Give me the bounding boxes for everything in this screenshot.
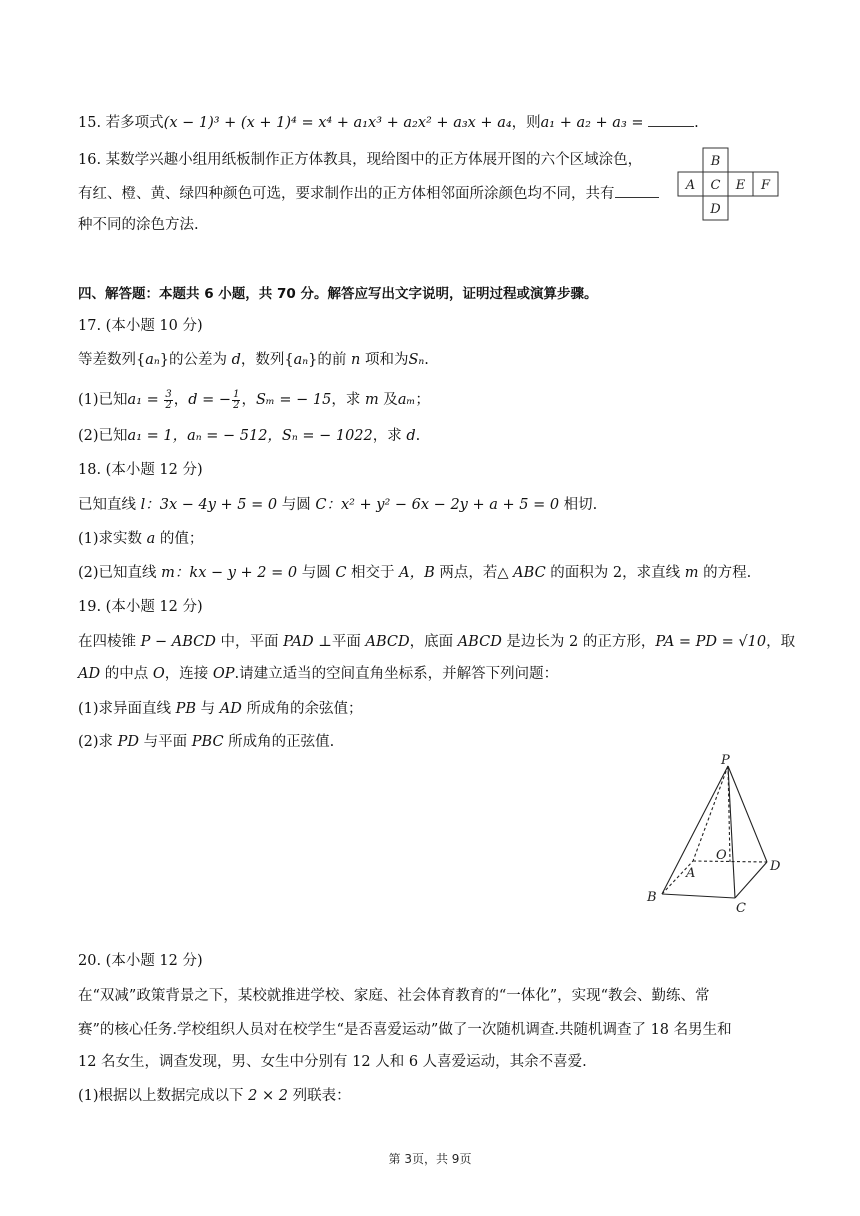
q19-l2-b: ，连接 [164,666,213,682]
q19-line-1 [78,632,795,652]
q17-stem-an: aₙ [145,352,160,368]
label-C: C [736,901,746,912]
q18-stem-l: l：3x − 4y + 5 = 0 [140,497,278,513]
q17-p1-Sm: Sₘ = − 15 [255,392,332,408]
q19-l1-d: ，底面 [409,634,458,650]
q16-line-1: 16. 某数学兴趣小组用纸板制作正方体教具，现给图中的正方体展开图的六个区域涂色， [78,152,643,168]
q17-p1-frac2-den: 2 [233,399,240,411]
q19-l1-c: ⊥平面 [313,634,366,650]
q17-stem [78,350,429,370]
q17-stem-an-2: aₙ [293,352,309,368]
q19-part-1 [78,699,363,719]
q20-p1-b: 列联表： [287,1088,351,1104]
q17-p1-d: d = − [188,392,232,408]
pyramid-figure [640,752,790,912]
q17-p1-frac1-num: 3 [165,388,172,400]
q20-title: 20. (本小题 12 分) [78,953,203,969]
q17-p1-f: 及 [378,392,398,408]
q17-stem-c: ，数列{ [240,352,294,368]
q20-line-3: 12 名女生，调查发现，男、女生中分别有 12 人和 6 人喜爱运动，其余不喜爱. [78,1054,587,1070]
q19-l1-ABCD: ABCD [365,634,410,650]
q17-stem-n: n [351,352,361,368]
q19-title: 19. (本小题 12 分) [78,599,203,615]
q18-stem-a: 已知直线 [78,497,141,513]
q17-p1-m: m [364,392,379,408]
page-footer: 第 3页，共 9页 [388,1152,472,1166]
q18-p2-m: m：kx − y + 2 = 0 [161,565,298,581]
q18-stem-c: 相切. [559,497,598,513]
q18-stem-b: 与圆 [277,497,316,513]
q17-title: 17. (本小题 10 分) [78,318,203,334]
q19-line-2 [78,664,558,684]
q19-p2-PBC: PBC [191,734,224,750]
q17-p2-expr: a₁ = 1，aₙ = − 512，Sₙ = − 1022 [127,428,373,444]
q17-p1-b: ， [173,392,189,408]
q18-part-1 [78,529,203,549]
q17-p2-b: ，求 [372,428,407,444]
q19-l1-P: P − ABCD [140,634,216,650]
label-B: B [647,890,657,905]
q19-l1-ABCD2: ABCD [457,634,502,650]
q18-p2-m2: m [684,565,699,581]
q19-l1-f: ，取 [766,634,796,650]
net-label-D: D [710,202,721,217]
label-A: A [686,866,696,881]
q15-answer-blank[interactable] [648,112,694,127]
q18-p1-var: a [146,531,156,547]
q19-l1-e: 是边长为 2 的正方形， [501,634,656,650]
q19-l2-c: .请建立适当的空间直角坐标系，并解答下列问题： [234,666,559,682]
q19-l2-AD: AD [78,666,101,682]
q17-part-2 [78,426,420,446]
q17-p2-d: d [406,428,416,444]
q15-prefix: 15. 若多项式 [78,115,164,131]
q20-line-1: 在“双减”政策背景之下，某校就推进学校、家庭、社会体育教育的“一体化”，实现“教会、勤练、常 [78,988,710,1004]
q19-p1-c: 所成角的余弦值； [241,701,363,717]
q19-p2-a: (2)求 [78,734,118,750]
q18-p2-a: (2)已知直线 [78,565,162,581]
q19-p1-PB: PB [175,701,197,717]
q15-end: . [694,115,699,131]
q16-line-2 [78,183,659,204]
net-label-E: E [735,178,746,193]
q15-mid: ，则 [511,115,541,131]
q20-part-1 [78,1086,351,1106]
q19-p1-AD: AD [219,701,242,717]
q18-p2-AB: A，B [399,565,435,581]
q18-p2-C: C [335,565,347,581]
q16-answer-blank[interactable] [615,183,659,198]
q17-p1-c: ， [241,392,256,408]
q16-line-2-text: 有红、橙、黄、绿四种颜色可选，要求制作出的正方体相邻面所涂颜色均不同，共有 [78,186,615,202]
q19-l2-O: O [152,666,165,682]
q18-p2-tri: △ ABC [497,565,546,581]
q19-l1-a: 在四棱锥 [78,634,141,650]
q20-p1-a: (1)根据以上数据完成以下 [78,1088,249,1104]
q19-p2-b: 与平面 [139,734,192,750]
q18-p2-c: 相交于 [346,565,400,581]
q15-ask: a₁ + a₂ + a₃ = [540,115,644,131]
section-4-heading: 四、解答题：本题共 6 小题，共 70 分。解答应写出文字说明，证明过程或演算步骤。 [78,286,598,302]
q17-stem-d2: }的前 [308,352,352,368]
q17-stem-d: d [231,352,241,368]
net-label-F: F [760,178,771,193]
label-D: D [770,859,781,874]
q18-title: 18. (本小题 12 分) [78,462,203,478]
q17-p1-frac-3-2 [164,390,172,411]
q16-line-3: 种不同的涂色方法. [78,217,199,233]
edge-CD [735,862,767,898]
q18-p2-e: 的面积为 2，求直线 [545,565,685,581]
q17-p1-e: ，求 [331,392,365,408]
q17-p1-a1: a₁ = [127,392,164,408]
q17-p2-a: (2)已知 [78,428,128,444]
q17-p1-am: aₘ [397,392,416,408]
edge-PA [693,766,728,861]
q15-expression: (x − 1)³ + (x + 1)⁴ = x⁴ + a₁x³ + a₂x² + a₃x + a₄ [163,115,512,131]
q18-p2-d: 两点，若 [434,565,498,581]
q17-p1-a: (1)已知 [78,392,128,408]
q19-p2-PD: PD [117,734,140,750]
q19-p2-c: 所成角的正弦值. [223,734,335,750]
q17-part-1 [78,387,430,413]
q18-p2-b: 与圆 [297,565,336,581]
net-label-B: B [710,154,721,169]
q17-stem-b: }的公差为 [159,352,232,368]
q20-line-2: 赛”的核心任务.学校组织人员对在校学生“是否喜爱运动”做了一次随机调查.共随机调查了 18 名男生和 [78,1022,732,1038]
q17-stem-e: 项和为 [360,352,409,368]
q19-l1-PAD: PAD [283,634,314,650]
q17-stem-a: 等差数列{ [78,352,146,368]
q15-line [78,112,699,133]
q17-stem-f: . [424,352,429,368]
q17-p1-frac-1-2 [232,390,240,411]
q17-p1-g: ； [415,392,430,408]
q17-p1-frac2-num: 1 [233,388,240,400]
edge-BC [662,894,735,898]
q18-stem [78,495,597,515]
q17-stem-Sn: Sₙ [408,352,425,368]
q18-p2-f: 的方程. [698,565,752,581]
q19-l2-a: 的中点 [100,666,153,682]
net-label-A: A [685,178,696,193]
q19-part-2 [78,732,334,752]
edge-PD [728,766,767,862]
q19-p1-b: 与 [196,701,220,717]
q18-part-2 [78,563,751,583]
q17-p1-frac1-den: 2 [165,399,172,411]
label-P: P [721,753,730,768]
q18-stem-C: C：x² + y² − 6x − 2y + a + 5 = 0 [315,497,560,513]
q18-p1-a: (1)求实数 [78,531,147,547]
label-O: O [716,848,727,863]
q19-l2-OP: OP [212,666,235,682]
q19-p1-a: (1)求异面直线 [78,701,176,717]
q20-p1-expr: 2 × 2 [248,1088,288,1104]
cube-net-figure [676,146,782,224]
q19-l1-b: 中，平面 [215,634,284,650]
q17-p2-c: . [415,428,421,444]
q19-l1-eq: PA = PD = √10 [655,634,767,650]
q18-p1-b: 的值； [155,531,204,547]
net-label-C: C [710,178,721,193]
